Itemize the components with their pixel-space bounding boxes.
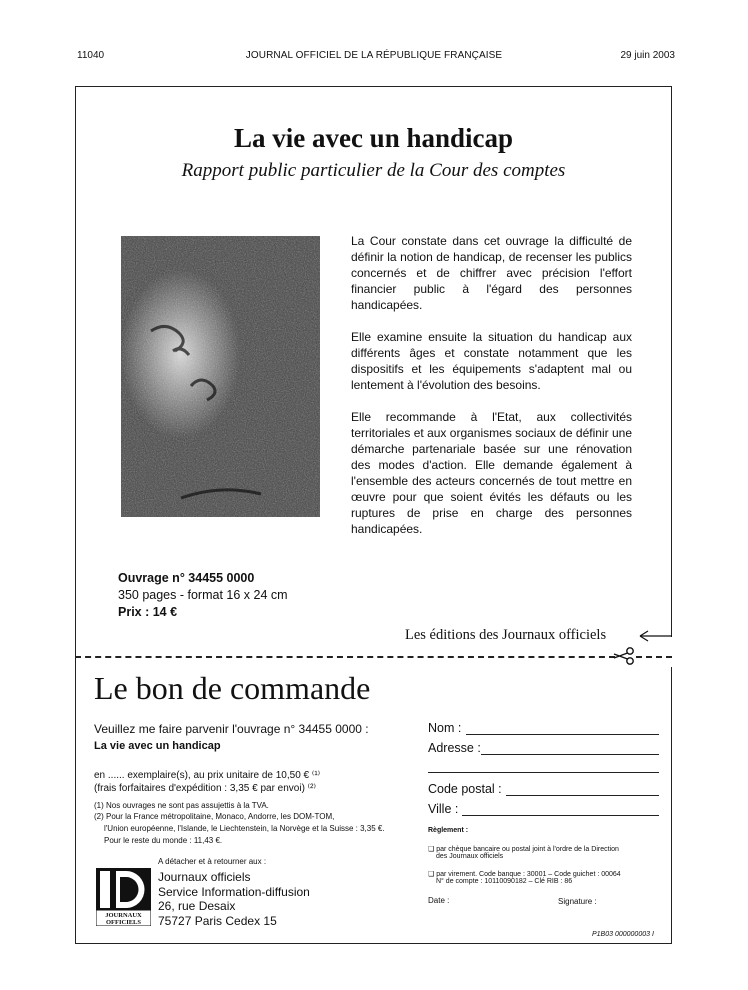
address-line: Service Information-diffusion [158, 884, 310, 899]
arrow-left-icon [638, 628, 672, 644]
code-postal-field[interactable] [506, 795, 659, 796]
payment-virement-option-cont: N° de compte : 10110090182 – Clé RIB : 86 [436, 878, 573, 885]
date-label: Date : [428, 896, 450, 905]
payment-cheque-option[interactable]: ❑ par chèque bancaire ou postal joint à l'ordre de la Direction [428, 846, 619, 853]
book-cover-image [121, 236, 320, 517]
order-form-title: Le bon de commande [94, 670, 371, 706]
signature-label: Signature : [558, 897, 597, 906]
book-specs [118, 570, 288, 621]
journal-name: JOURNAL OFFICIEL DE LA RÉPUBLIQUE FRANÇAISE [245, 50, 503, 61]
cut-line-end [636, 656, 672, 658]
order-request: Veuillez me faire parvenir l'ouvrage n° 34455 0000 : [94, 722, 369, 736]
scissors-icon [612, 646, 636, 666]
detach-instruction: A détacher et à retourner aux : [158, 857, 267, 866]
address-line: 75727 Paris Cedex 15 [158, 913, 277, 928]
book-description [351, 233, 632, 553]
price: Prix : 14 € [118, 605, 178, 619]
footnote-2: (2) Pour la France métropolitaine, Monaco, Andorre, les DOM-TOM, [94, 812, 335, 821]
footnote-2-cont: l'Union européenne, l'Islande, le Liechtenstein, la Norvège et la Suisse : 3,35 €. [104, 824, 385, 833]
payment-cheque-option-cont: des Journaux officiels [436, 853, 504, 860]
description-paragraph: Elle recommande à l'Etat, aux collectivités territoriales et aux organismes sociaux de définir une démarche partenariale basée sur une rénovation des modes d'action. Elle demande également à l'ensemble des acteurs concernés de tout mettre en œuvre pour que soient évités les défauts ou les ruptures de prise en charge des personnes handicapées. [351, 410, 632, 536]
order-shipping-line: (frais forfaitaires d'expédition : 3,35 € par envoi) ⁽²⁾ [94, 783, 316, 794]
address-line: 26, rue Desaix [158, 899, 236, 913]
pages-format: 350 pages - format 16 x 24 cm [118, 588, 288, 602]
book-title: La vie avec un handicap [233, 123, 514, 153]
nom-label: Nom : [428, 721, 462, 735]
mailing-address [158, 870, 310, 928]
issue-date: 29 juin 2003 [620, 50, 675, 61]
reference-code: P1B03 000000003 I [592, 931, 654, 938]
ouvrage-number: Ouvrage n° 34455 0000 [118, 571, 255, 585]
code-postal-label: Code postal : [428, 782, 502, 796]
logo-text-line: JOURNAUX [105, 912, 142, 919]
book-subtitle: Rapport public particulier de la Cour des comptes [181, 160, 566, 181]
ville-label: Ville : [428, 802, 459, 816]
reglement-label: Règlement : [428, 827, 469, 834]
order-book-title: La vie avec un handicap [94, 740, 221, 752]
ville-field[interactable] [462, 815, 659, 816]
nom-field[interactable] [466, 734, 659, 735]
adresse-field-line2[interactable] [428, 772, 659, 773]
address-line: Journaux officiels [158, 870, 251, 884]
payment-virement-option[interactable]: ❑ par virement. Code banque : 30001 – Code guichet : 00064 [428, 871, 621, 878]
page-number: 11040 [77, 50, 105, 61]
adresse-label: Adresse : [428, 741, 481, 755]
description-paragraph: Elle examine ensuite la situation du handicap aux différents âges et constate notamment que les dispositifs et les équipements s'adaptent mal ou lentement à l'évolution des besoins. [351, 330, 632, 392]
footnote-2-world: Pour le reste du monde : 11,43 €. [104, 836, 223, 845]
description-paragraph: La Cour constate dans cet ouvrage la difficulté de définir la notion de handicap, de recenser les publics concernés et de chiffrer avec précision l'effort financier public à l'égard des personnes handicapées. [351, 234, 632, 312]
cut-line [75, 656, 615, 658]
logo-text-line: OFFICIELS [105, 919, 142, 926]
journaux-officiels-logo [96, 868, 151, 926]
adresse-field[interactable] [481, 754, 659, 755]
footnote-1: (1) Nos ouvrages ne sont pas assujettis à la TVA. [94, 801, 269, 810]
order-quantity-line: en ...... exemplaire(s), au prix unitaire de 10,50 € ⁽¹⁾ [94, 770, 321, 781]
publisher-name: Les éditions des Journaux officiels [405, 627, 607, 643]
